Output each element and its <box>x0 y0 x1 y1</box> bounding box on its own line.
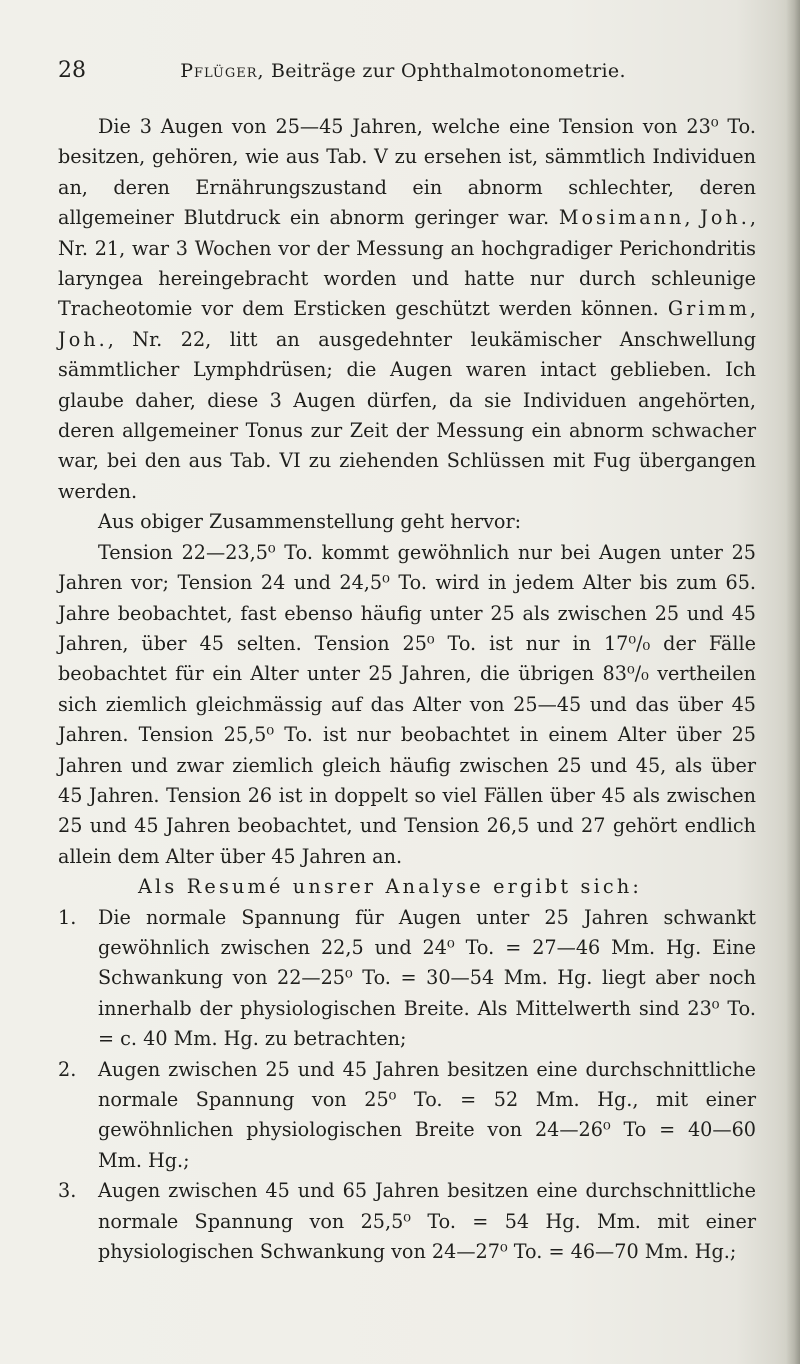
page-edge-shadow <box>786 0 800 1364</box>
paragraph-1-part-b: , Nr. 21, war 3 Wochen vor der Messung an hochgradiger Perichondritis laryngea hereingebracht worden und hatte nur durch schleunige Tracheotomie vor dem Ersticken geschützt werden können. <box>58 206 756 321</box>
summary-list <box>58 903 756 1268</box>
paragraph-1-part-c: , Nr. 22, litt an ausgedehnter leukämischer Anschwellung sämmtlicher Lymphdrüsen; die Augen waren intact geblieben. Ich glaube daher, diese 3 Augen dürfen, da sie Individuen angehörten, deren allgemeiner Tonus zur Zeit der Messung ein abnorm schwacher war, bei den aus Tab. VI zu ziehenden Schlüssen mit Fug übergangen werden. <box>58 327 756 503</box>
paragraph-1-sep-1: , <box>684 206 701 230</box>
summary-item-text: Augen zwischen 45 und 65 Jahren besitzen eine durchschnittliche normale Spannung von 25,5⁰ To. = 54 Hg. Mm. mit einer physiologischen Schwankung von 24—27⁰ To. = 46—70 Mm. Hg.; <box>98 1179 756 1264</box>
name-joh-2: Joh. <box>58 327 108 351</box>
summary-heading: Als Resumé unsrer Analyse ergibt sich: <box>138 875 643 899</box>
summary-item-1 <box>58 903 756 1055</box>
page-header <box>58 58 748 88</box>
page-number: 28 <box>58 58 86 83</box>
summary-item-text: Die normale Spannung für Augen unter 25 Jahren schwankt gewöhnlich zwischen 22,5 und 24⁰ To. = 27—46 Mm. Hg. Eine Schwankung von 22—25⁰ To. = 30—54 Mm. Hg. liegt aber noch innerhalb der physiologischen Breite. Als Mittelwerth sind 23⁰ To. = c. 40 Mm. Hg. zu betrachten; <box>98 905 756 1051</box>
paragraph-1 <box>58 112 756 507</box>
paragraph-2: Aus obiger Zusammenstellung geht hervor: <box>98 510 522 534</box>
summary-item-text: Augen zwischen 25 und 45 Jahren besitzen eine durchschnittliche normale Spannung von 25⁰ To. = 52 Mm. Hg., mit einer gewöhnlichen physiologischen Breite von 24—26⁰ To = 40—60 Mm. Hg.; <box>98 1057 756 1172</box>
running-title <box>58 60 748 82</box>
name-mosimann: Mosimann <box>558 206 685 230</box>
paragraph-3: Tension 22—23,5⁰ To. kommt gewöhnlich nur bei Augen unter 25 Jahren vor; Tension 24 und 24,5⁰ To. wird in jedem Alter bis zum 65. Jahre beobachtet, fast ebenso häufig unter 25 als zwischen 25 und 45 Jahren, über 45 selten. Tension 25⁰ To. ist nur in 17⁰/₀ der Fälle beobachtet für ein Alter unter 25 Jahren, die übrigen 83⁰/₀ vertheilen sich ziemlich gleichmässig auf das Alter von 25—45 und das über 45 Jahren. Tension 25,5⁰ To. ist nur beobachtet in einem Alter über 25 Jahren und zwar ziemlich gleich häufig zwischen 25 und 45, als über 45 Jahren. Tension 26 ist in doppelt so viel Fällen über 45 als zwischen 25 und 45 Jahren beobachtet, und Tension 26,5 und 27 gehört endlich allein dem Alter über 45 Jahren an. <box>58 540 756 868</box>
summary-item-number: 2. <box>58 1057 77 1081</box>
running-title-author: Pflüger, <box>180 60 265 82</box>
body-text <box>58 112 756 1267</box>
running-title-text: Beiträge zur Ophthalmotonometrie. <box>270 60 626 82</box>
paragraph-1-part-a: Die 3 Augen von 25—45 Jahren, welche eine Tension von 23⁰ To. besitzen, gehören, wie aus Tab. V zu ersehen ist, sämmtlich Individuen an, deren Ernährungszustand ein abnorm schlechter, deren allgemeiner Blutdruck ein abnorm geringer war. <box>58 115 756 230</box>
summary-item-number: 1. <box>58 905 77 929</box>
summary-item-2 <box>58 1055 756 1177</box>
summary-item-3 <box>58 1176 756 1267</box>
name-grimm: Grimm <box>667 297 750 321</box>
summary-item-number: 3. <box>58 1179 77 1203</box>
paragraph-1-sep-2: , <box>749 297 756 321</box>
name-joh-1: Joh. <box>700 206 750 230</box>
